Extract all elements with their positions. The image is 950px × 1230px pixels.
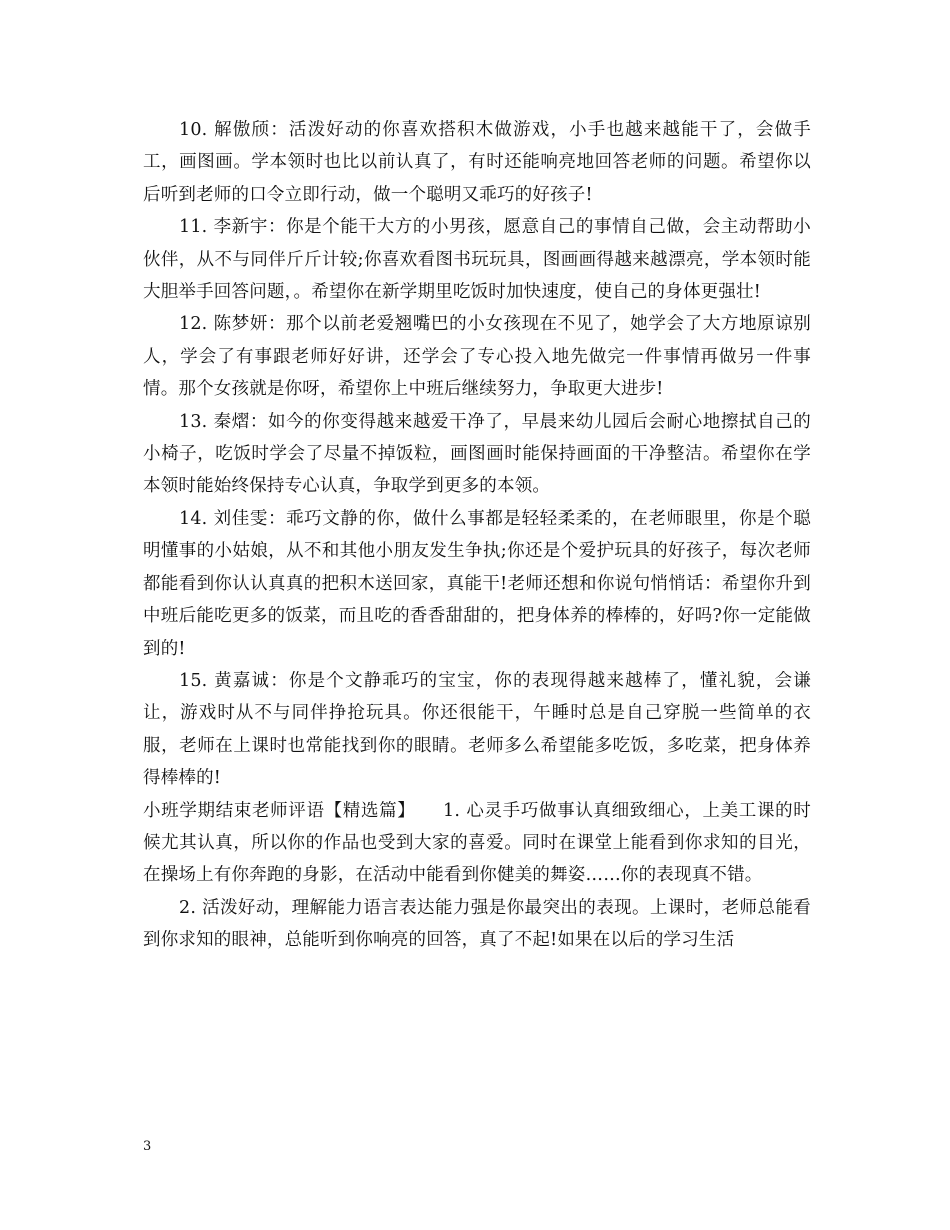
paragraph: 14. 刘佳雯：乖巧文静的你，做什么事都是轻轻柔柔的，在老师眼里，你是个聪明懂事的小姑娘，从不和其他小朋友发生争执;你还是个爱护玩具的好孩子，每次老师都能看到你认认真真的把积木送回家，真能干!老师还想和你说句悄悄话：希望你升到中班后能吃更多的饭菜，而且吃的香香甜甜的，把身体养的棒棒的，好吗?你一定能做到的! xyxy=(143,508,811,659)
document-body xyxy=(143,114,811,957)
paragraph: 2. 活泼好动，理解能力语言表达能力强是你最突出的表现。上课时，老师总能看到你求知的眼神，总能听到你响亮的回答，真了不起!如果在以后的学习生活 xyxy=(143,897,811,951)
paragraph: 13. 秦熠：如今的你变得越来越爱干净了，早晨来幼儿园后会耐心地擦拭自己的小椅子，吃饭时学会了尽量不掉饭粒，画图画时能保持画面的干净整洁。希望你在学本领时能始终保持专心认真，争取学到更多的本领。 xyxy=(143,411,811,497)
paragraph: 15. 黄嘉诚：你是个文静乖巧的宝宝，你的表现得越来越棒了，懂礼貌，会谦让，游戏时从不与同伴挣抢玩具。你还很能干，午睡时总是自己穿脱一些简单的衣服，老师在上课时也常能找到你的眼睛。老师多么希望能多吃饭，多吃菜，把身体养得棒棒的! xyxy=(143,670,811,789)
section-heading-paragraph: 小班学期结束老师评语【精选篇】 1. 心灵手巧做事认真细致细心，上美工课的时候尤其认真，所以你的作品也受到大家的喜爱。同时在课堂上能看到你求知的目光，在操场上有你奔跑的身影，在活动中能看到你健美的舞姿……你的表现真不错。 xyxy=(143,800,811,886)
page-number: 3 xyxy=(143,1139,152,1154)
paragraph: 10. 解傲颀：活泼好动的你喜欢搭积木做游戏，小手也越来越能干了，会做手工，画图画。学本领时也比以前认真了，有时还能响亮地回答老师的问题。希望你以后听到老师的口令立即行动，做一个聪明又乖巧的好孩子! xyxy=(143,120,811,205)
paragraph: 11. 李新宇：你是个能干大方的小男孩，愿意自己的事情自己做，会主动帮助小伙伴，从不与同伴斤斤计较;你喜欢看图书玩玩具，图画画得越来越漂亮，学本领时能大胆举手回答问题，。希望你在新学期里吃饭时加快速度，使自己的身体更强壮! xyxy=(143,217,811,303)
paragraph: 12. 陈梦妍：那个以前老爱翘嘴巴的小女孩现在不见了，她学会了大方地原谅别人，学会了有事跟老师好好讲，还学会了专心投入地先做完一件事情再做另一件事情。那个女孩就是你呀，希望你上中班后继续努力，争取更大进步! xyxy=(143,314,811,400)
